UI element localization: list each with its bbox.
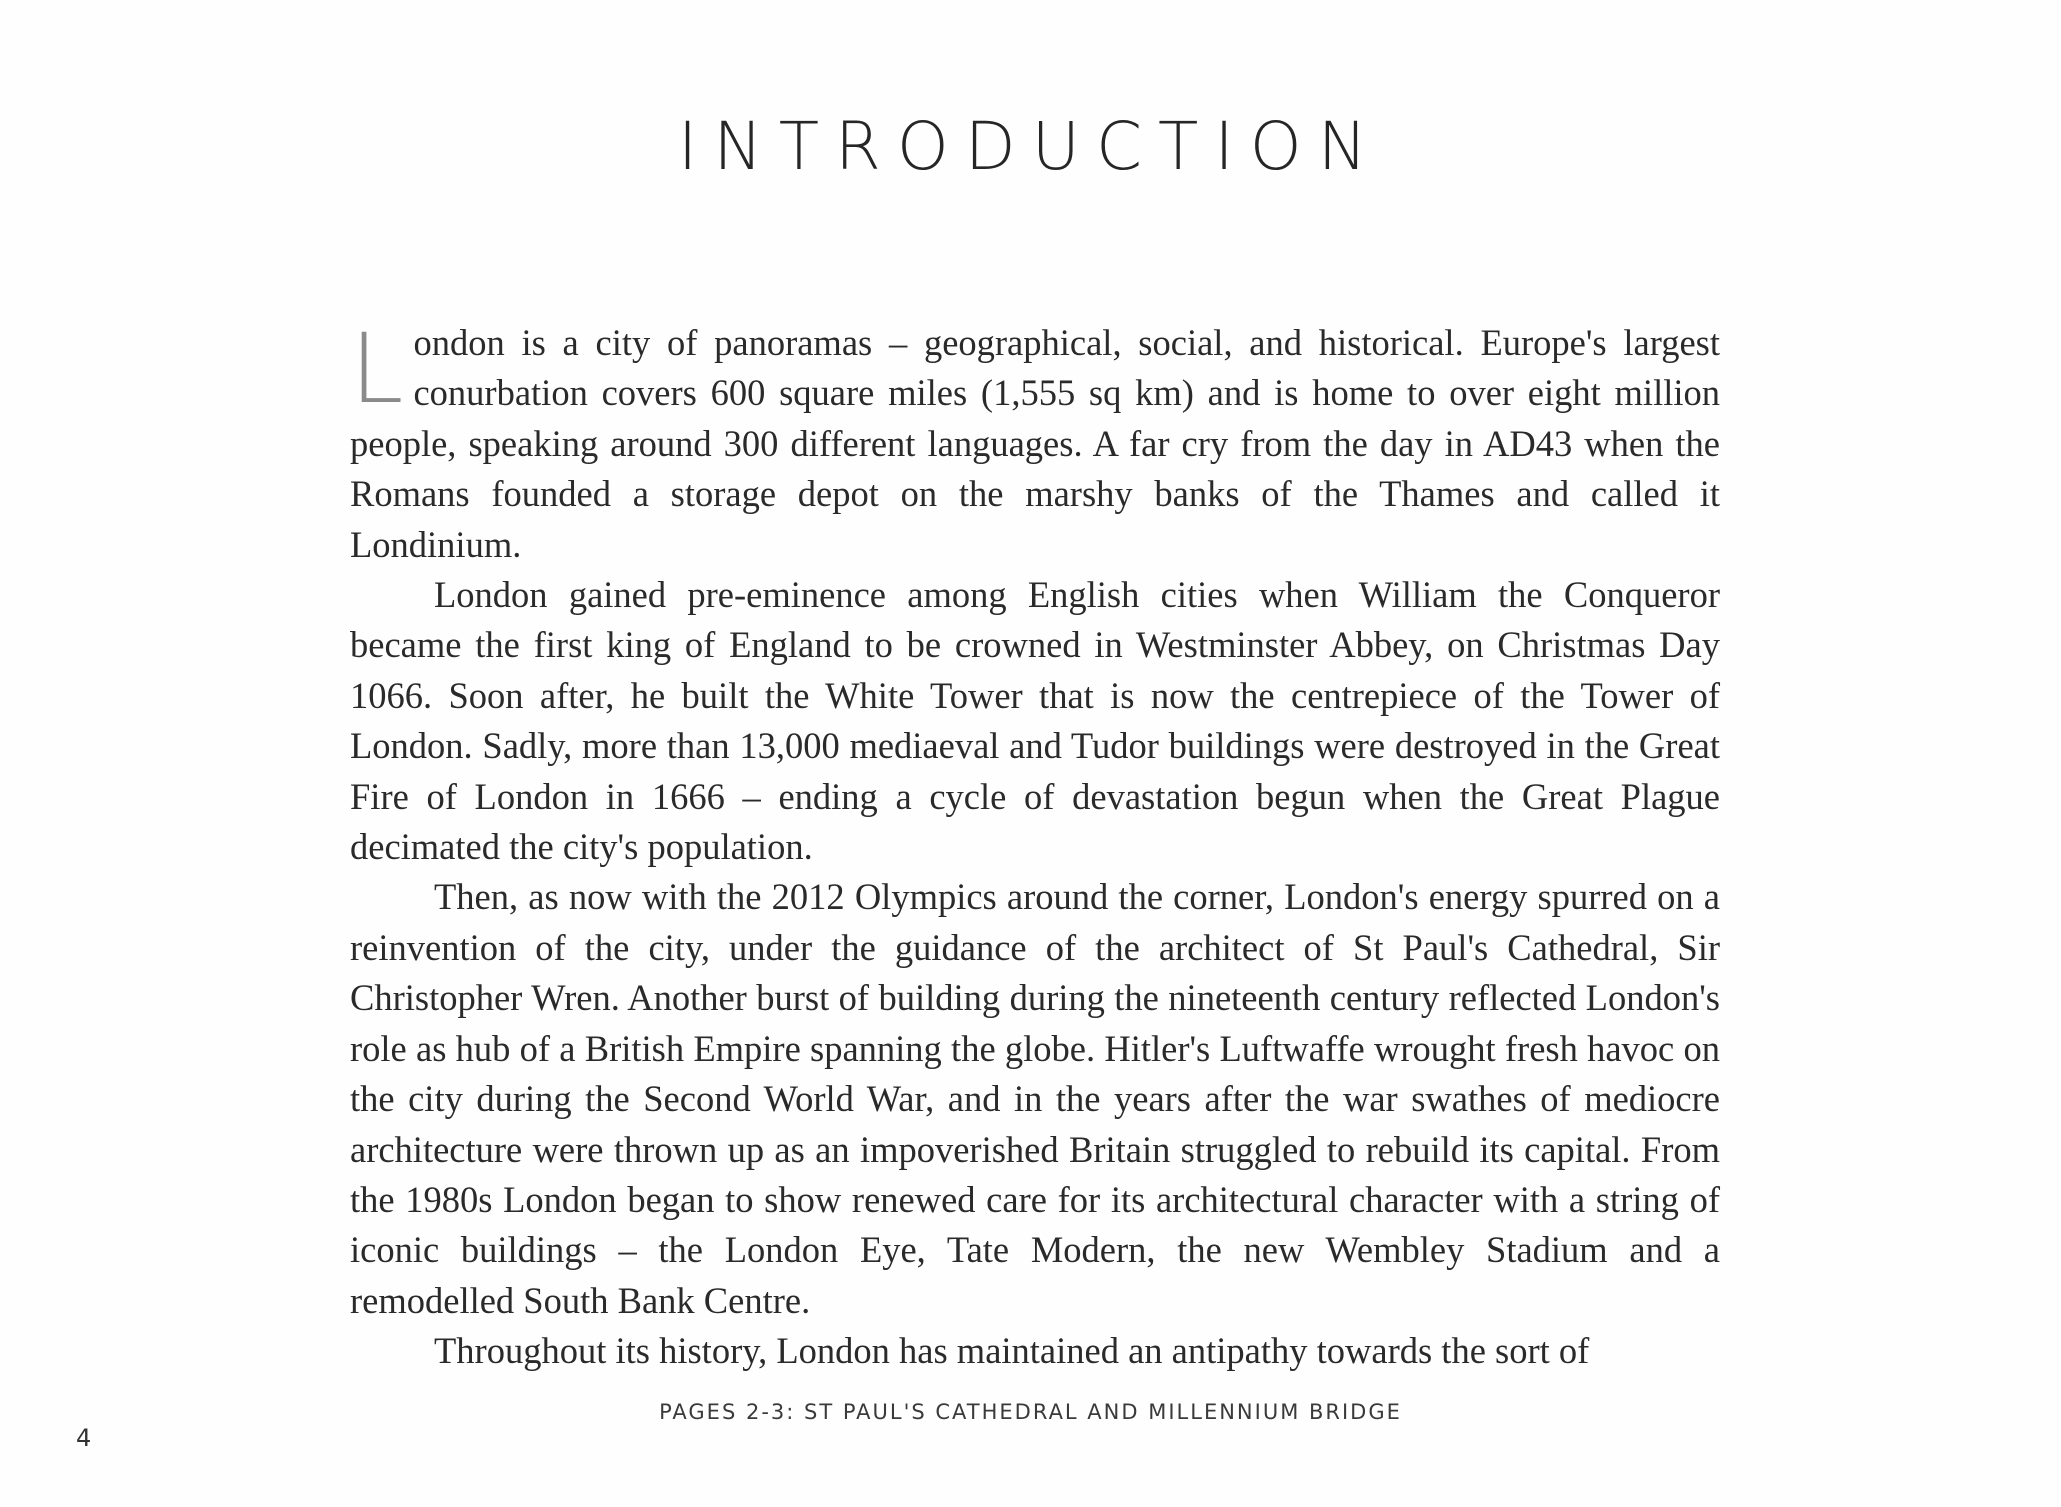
paragraph-1-text: ondon is a city of panoramas – geographical, social, and historical. Europe's largest conurbation covers 600 square miles (1,555 sq km) and is home to over eight million people, speaking around 300 different languages. A far cry from the day in AD43 when the Romans founded a storage depot on the marshy banks of the Thames and called it Londinium. [350,322,1720,565]
page-number: 4 [76,1424,92,1452]
paragraph-1 [350,313,1720,570]
photo-caption: PAGES 2-3: ST PAUL'S CATHEDRAL AND MILLENNIUM BRIDGE [659,1400,1402,1424]
paragraph-3: Then, as now with the 2012 Olympics around the corner, London's energy spurred on a reinvention of the city, under the guidance of the architect of St Paul's Cathedral, Sir Christopher Wren. Another burst of building during the nineteenth century reflected London's role as hub of a British Empire spanning the globe. Hitler's Luftwaffe wrought fresh havoc on the city during the Second World War, and in the years after the war swathes of mediocre architecture were thrown up as an impoverished Britain struggled to rebuild its capital. From the 1980s London began to show renewed care for its architectural character with a string of iconic buildings – the London Eye, Tate Modern, the new Wembley Stadium and a remodelled South Bank Centre. [350,876,1720,1321]
paragraph-2: London gained pre-eminence among English cities when William the Conqueror became the first king of England to be crowned in Westminster Abbey, on Christmas Day 1066. Soon after, he built the White Tower that is now the centrepiece of the Tower of London. Sadly, more than 13,000 mediaeval and Tudor buildings were destroyed in the Great Fire of London in 1666 – ending a cycle of devastation begun when the Great Plague decimated the city's population. [350,574,1720,868]
paragraph-4: Throughout its history, London has maintained an antipathy towards the sort of [434,1330,1590,1372]
page-title: INTRODUCTION [677,108,1384,185]
drop-cap: L [350,313,404,425]
body-text [350,313,1720,1377]
